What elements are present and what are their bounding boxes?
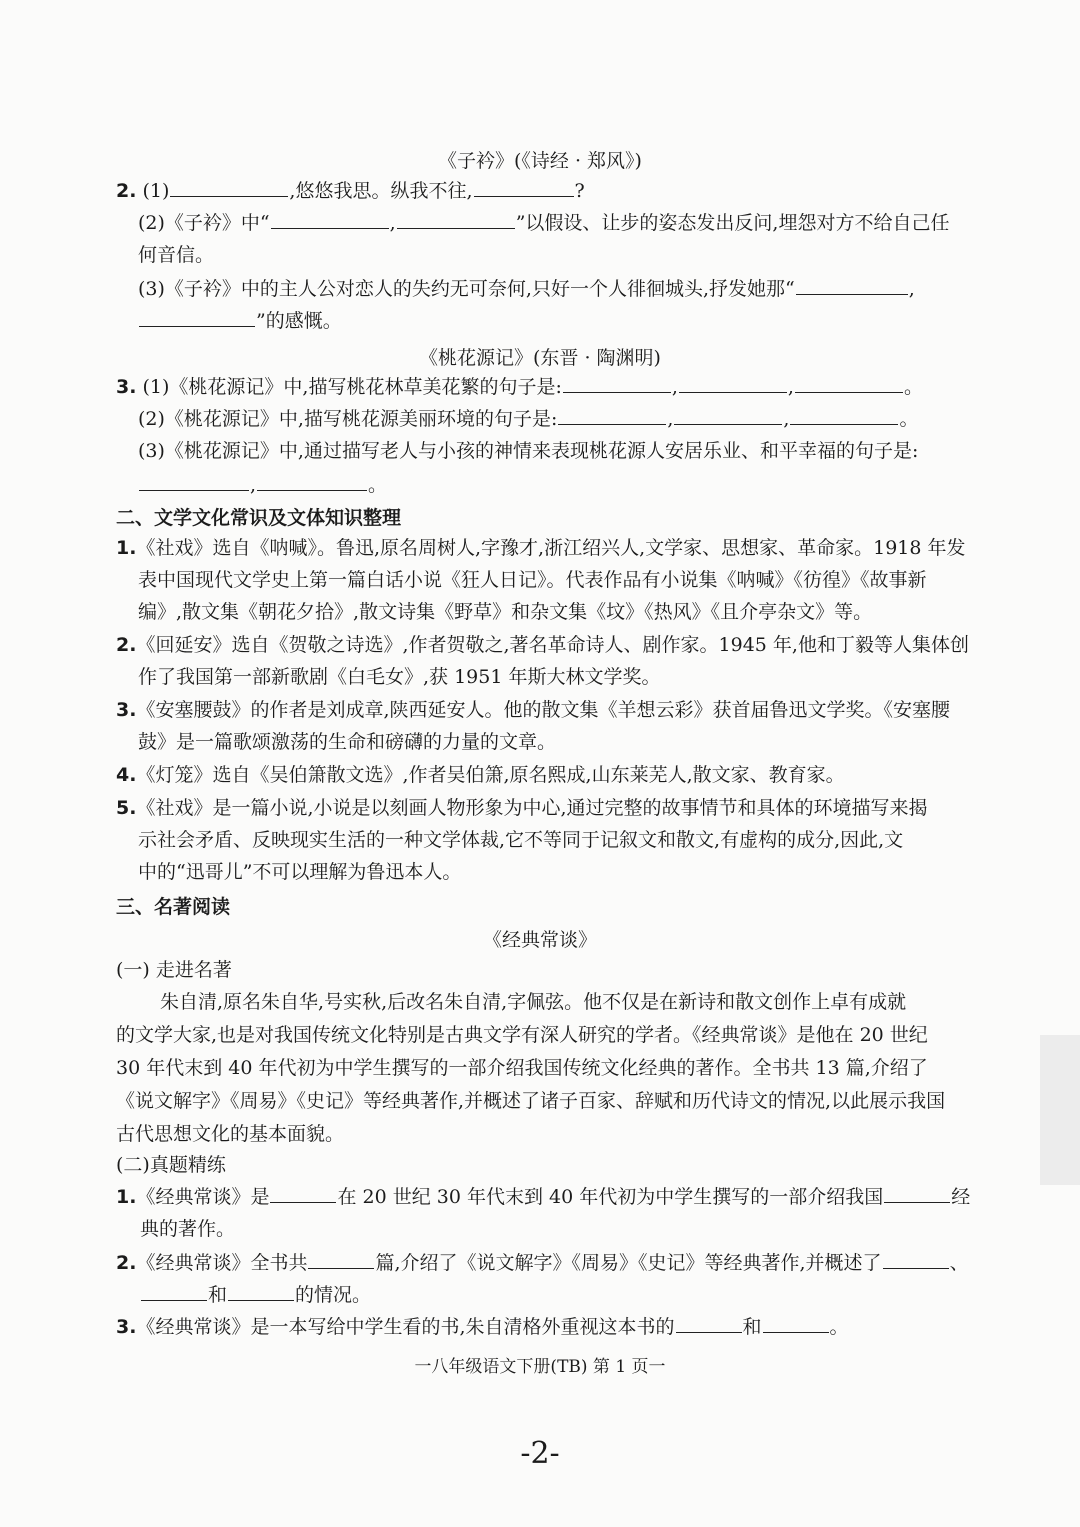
item-text: 《灯笼》选自《吴伯箫散文选》,作者吴伯箫,原名熙成,山东莱芜人,散文家、教育家。 (136, 764, 845, 786)
practice-question-1-cont: 典的著作。 (140, 1218, 236, 1240)
question-text: (1)《桃花源记》中,描写桃花林草美花繁的句子是: (142, 376, 562, 398)
section-2-item-5 (116, 795, 928, 821)
item-text: 《安塞腰鼓》的作者是刘成章,陕西延安人。他的散文集《羊想云彩》获首届鲁迅文学奖。《安塞腰 (136, 699, 950, 721)
section-2-item-5-line-2: 示社会矛盾、反映现实生活的一种文学体裁,它不等同于记叙文和散文,有虚构的成分,因此,文 (138, 829, 904, 851)
punct: , (671, 376, 678, 398)
punct: 。 (368, 474, 388, 496)
question-text: ,悠悠我思。纵我不往, (289, 180, 473, 202)
book-title: 《经典常谈》 (482, 929, 597, 951)
answer-blank[interactable] (676, 1314, 742, 1333)
section-2-item-3-line-2: 鼓》是一篇歌颂激荡的生命和磅礴的力量的文章。 (138, 731, 557, 753)
question-text: 在 20 世纪 30 年代末到 40 年代初为中学生撰写的一部介绍我国 (337, 1186, 884, 1208)
item-text: 《社戏》是一篇小说,小说是以刻画人物形象为中心,通过完整的故事情节和具体的环境描写来揭 (136, 797, 928, 819)
question-text: 的情况。 (295, 1284, 372, 1306)
intro-line-5: 古代思想文化的基本面貌。 (116, 1123, 345, 1145)
question-number: 2. (116, 1252, 137, 1274)
poem-title-zijin: 《子衿》(《诗经 · 郑风》) (438, 150, 642, 172)
question-3-line-2 (138, 406, 918, 432)
answer-blank[interactable] (270, 1184, 336, 1203)
answer-blank[interactable] (139, 308, 255, 327)
question-number: 1. (116, 1186, 137, 1208)
answer-blank[interactable] (139, 472, 249, 491)
answer-blank[interactable] (679, 374, 787, 393)
question-number: 3. (116, 1316, 137, 1338)
page-footer: 一八年级语文下册(TB) 第 1 页一 (414, 1357, 666, 1377)
punct: 。 (899, 408, 919, 430)
intro-line-3: 30 年代末到 40 年代初为中学生撰写的一部介绍我国传统文化经典的著作。全书共 13 篇,介绍了 (116, 1057, 928, 1079)
section-2-item-4 (116, 762, 845, 788)
question-text: 《经典常谈》是 (136, 1186, 270, 1208)
practice-question-1 (116, 1184, 970, 1210)
answer-blank[interactable] (563, 374, 671, 393)
section-2-item-2 (116, 632, 969, 658)
intro-line-2: 的文学大家,也是对我国传统文化特别是古典文学有深人研究的学者。《经典常谈》是他在 20 世纪 (116, 1024, 928, 1046)
punct: , (783, 408, 790, 430)
item-number: 2. (116, 634, 137, 656)
question-number: 2. (116, 180, 137, 202)
section-2-heading: 二、文学文化常识及文体知识整理 (116, 507, 402, 529)
question-text: (2)《子衿》中“ (138, 212, 270, 234)
question-text: 经 (951, 1186, 971, 1208)
item-text: 《回延安》选自《贺敬之诗选》,作者贺敬之,著名革命诗人、剧作家。1945 年,他和丁毅等人集体创 (136, 634, 969, 656)
practice-question-3 (116, 1314, 849, 1340)
question-2-line-1 (116, 178, 585, 204)
answer-blank[interactable] (308, 1250, 374, 1269)
question-text: , (908, 278, 915, 300)
section-2-item-1-line-2: 表中国现代文学史上第一篇白话小说《狂人日记》。代表作品有小说集《呐喊》《彷徨》《故事新 (138, 569, 927, 591)
question-text: 《经典常谈》全书共 (136, 1252, 308, 1274)
answer-blank[interactable] (796, 276, 908, 295)
question-2-line-2-cont: 何音信。 (138, 244, 215, 266)
section-2-item-1-line-3: 编》,散文集《朝花夕拾》,散文诗集《野草》和杂文集《坟》《热风》《且介亭杂文》等。 (138, 601, 873, 623)
item-number: 1. (116, 537, 137, 559)
answer-blank[interactable] (474, 178, 574, 197)
punct: , (250, 474, 257, 496)
question-text: ? (574, 180, 585, 202)
section-2-item-5-line-3: 中的“迅哥儿”不可以理解为鲁迅本人。 (138, 861, 462, 883)
section-2-item-3 (116, 697, 950, 723)
page-number: -2- (520, 1436, 560, 1471)
question-text: 和 (208, 1284, 228, 1306)
punct: , (667, 408, 674, 430)
question-text: 篇,介绍了《说文解字》《周易》《史记》等经典著作,并概述了 (375, 1252, 882, 1274)
answer-blank[interactable] (795, 374, 903, 393)
section-3-heading: 三、名著阅读 (116, 896, 231, 918)
scan-shadow (1040, 1035, 1080, 1185)
answer-blank[interactable] (170, 178, 288, 197)
item-number: 3. (116, 699, 137, 721)
practice-question-2-cont (140, 1282, 371, 1308)
answer-blank[interactable] (257, 472, 367, 491)
intro-line-1: 朱自清,原名朱自华,号实秋,后改名朱自清,字佩弦。他不仅是在新诗和散文创作上卓有成就 (160, 991, 907, 1013)
answer-blank[interactable] (883, 1250, 949, 1269)
answer-blank[interactable] (674, 406, 782, 425)
poem-title-taohuayuan: 《桃花源记》(东晋 · 陶渊明) (419, 347, 661, 369)
subheading-intro: (一) 走进名著 (116, 959, 232, 981)
question-3-line-3: (3)《桃花源记》中,通过描写老人与小孩的神情来表现桃花源人安居乐业、和平幸福的句子是: (138, 440, 919, 462)
question-2-line-2 (138, 210, 949, 236)
question-3-line-3-cont (138, 472, 387, 498)
item-text: 《社戏》选自《呐喊》。鲁迅,原名周树人,字豫才,浙江绍兴人,文学家、思想家、革命家。1918 年发 (136, 537, 966, 559)
section-2-item-2-line-2: 作了我国第一部新歌剧《白毛女》,获 1951 年斯大林文学奖。 (138, 666, 661, 688)
item-number: 4. (116, 764, 137, 786)
answer-blank[interactable] (271, 210, 389, 229)
question-text: , (389, 212, 396, 234)
answer-blank[interactable] (558, 406, 666, 425)
question-text: 《经典常谈》是一本写给中学生看的书,朱自清格外重视这本书的 (136, 1316, 675, 1338)
answer-blank[interactable] (228, 1282, 294, 1301)
answer-blank[interactable] (884, 1184, 950, 1203)
question-2-line-3 (138, 276, 915, 302)
answer-blank[interactable] (790, 406, 898, 425)
question-text: 、 (949, 1252, 969, 1274)
punct: 。 (903, 376, 923, 398)
question-2-line-3-cont (138, 308, 342, 334)
question-text: (2)《桃花源记》中,描写桃花源美丽环境的句子是: (138, 408, 558, 430)
subheading-practice: (二)真题精练 (116, 1154, 226, 1176)
practice-question-2 (116, 1250, 969, 1276)
item-number: 5. (116, 797, 137, 819)
answer-blank[interactable] (763, 1314, 829, 1333)
question-text: ”的感慨。 (256, 310, 342, 332)
question-3-line-1 (116, 374, 923, 400)
intro-line-4: 《说文解字》《周易》《史记》等经典著作,并概述了诸子百家、辞赋和历代诗文的情况,以此展示我国 (116, 1090, 946, 1112)
answer-blank[interactable] (141, 1282, 207, 1301)
punct: , (787, 376, 794, 398)
question-number: 3. (116, 376, 137, 398)
question-text: (1) (142, 180, 170, 202)
question-text: (3)《子衿》中的主人公对恋人的失约无可奈何,只好一个人徘徊城头,抒发她那“ (138, 278, 795, 300)
question-text: 。 (829, 1316, 849, 1338)
answer-blank[interactable] (397, 210, 515, 229)
section-2-item-1 (116, 535, 966, 561)
question-text: ”以假设、让步的姿态发出反问,埋怨对方不给自己任 (515, 212, 950, 234)
question-text: 和 (742, 1316, 762, 1338)
